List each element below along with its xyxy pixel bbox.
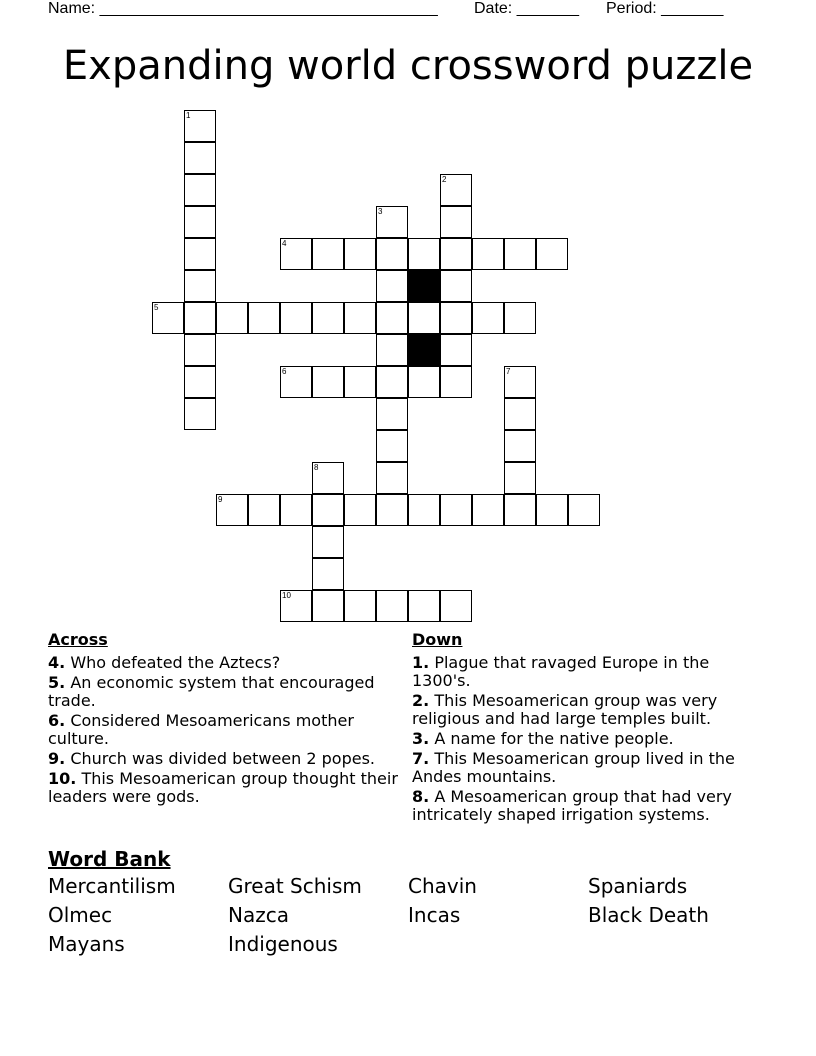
crossword-cell[interactable] (280, 302, 312, 334)
clue-across-9: 9. Church was divided between 2 popes. (48, 749, 375, 768)
clue-across-10: 10. This Mesoamerican group thought their leaders were gods. (48, 769, 398, 806)
cell-number: 2 (442, 175, 447, 184)
crossword-cell[interactable] (376, 366, 408, 398)
crossword-cell[interactable] (376, 494, 408, 526)
crossword-cell[interactable] (344, 590, 376, 622)
period-field[interactable]: Period: _______ (606, 0, 724, 17)
word-bank (48, 873, 768, 957)
clue-across-6: 6. Considered Mesoamericans mother culture. (48, 711, 354, 748)
down-clues (412, 630, 762, 826)
crossword-cell[interactable] (440, 334, 472, 366)
crossword-cell[interactable] (312, 494, 344, 526)
black-square (408, 270, 440, 302)
clue-across-5: 5. An economic system that encouraged trade. (48, 673, 375, 710)
crossword-cell[interactable] (504, 494, 536, 526)
crossword-cell[interactable] (440, 494, 472, 526)
crossword-cell[interactable] (184, 110, 216, 142)
crossword-cell[interactable] (408, 302, 440, 334)
name-field[interactable]: Name: ______________________________________ (48, 0, 438, 17)
word-bank-item: Chavin (408, 874, 477, 898)
cell-number: 5 (154, 303, 159, 312)
crossword-cell[interactable] (376, 270, 408, 302)
cell-number: 10 (282, 591, 291, 600)
crossword-cell[interactable] (216, 302, 248, 334)
word-bank-item: Great Schism (228, 874, 362, 898)
crossword-cell[interactable] (152, 302, 184, 334)
word-bank-item: Olmec (48, 903, 113, 927)
crossword-cell[interactable] (280, 238, 312, 270)
clue-across-4: 4. Who defeated the Aztecs? (48, 653, 281, 672)
crossword-cell[interactable] (440, 302, 472, 334)
crossword-cell[interactable] (184, 366, 216, 398)
crossword-cell[interactable] (280, 494, 312, 526)
clue-down-8: 8. A Mesoamerican group that had very intricately shaped irrigation systems. (412, 787, 732, 824)
word-bank-item: Mayans (48, 932, 125, 956)
cell-number: 9 (218, 495, 223, 504)
crossword-cell[interactable] (184, 302, 216, 334)
crossword-cell[interactable] (440, 270, 472, 302)
crossword-cell[interactable] (536, 238, 568, 270)
crossword-cell[interactable] (248, 302, 280, 334)
word-bank-item: Indigenous (228, 932, 338, 956)
crossword-cell[interactable] (440, 366, 472, 398)
crossword-cell[interactable] (184, 174, 216, 206)
crossword-cell[interactable] (312, 590, 344, 622)
crossword-cell[interactable] (344, 366, 376, 398)
across-heading: Across (48, 630, 108, 649)
crossword-cell[interactable] (312, 366, 344, 398)
crossword-cell[interactable] (504, 398, 536, 430)
crossword-cell[interactable] (344, 302, 376, 334)
crossword-cell[interactable] (184, 270, 216, 302)
crossword-cell[interactable] (472, 302, 504, 334)
crossword-cell[interactable] (312, 558, 344, 590)
crossword-cell[interactable] (440, 206, 472, 238)
crossword-cell[interactable] (376, 590, 408, 622)
word-bank-item: Mercantilism (48, 874, 176, 898)
crossword-cell[interactable] (440, 590, 472, 622)
cell-number: 7 (506, 367, 511, 376)
crossword-cell[interactable] (344, 494, 376, 526)
crossword-cell[interactable] (280, 590, 312, 622)
crossword-cell[interactable] (312, 462, 344, 494)
cell-number: 8 (314, 463, 319, 472)
crossword-cell[interactable] (216, 494, 248, 526)
crossword-cell[interactable] (312, 526, 344, 558)
crossword-cell[interactable] (376, 238, 408, 270)
clue-down-7: 7. This Mesoamerican group lived in the Andes mountains. (412, 749, 735, 786)
crossword-cell[interactable] (248, 494, 280, 526)
crossword-cell[interactable] (504, 462, 536, 494)
crossword-cell[interactable] (504, 430, 536, 462)
word-bank-item: Incas (408, 903, 461, 927)
crossword-cell[interactable] (376, 462, 408, 494)
crossword-cell[interactable] (184, 206, 216, 238)
crossword-cell[interactable] (376, 334, 408, 366)
word-bank-heading: Word Bank (48, 847, 171, 871)
clue-down-3: 3. A name for the native people. (412, 729, 674, 748)
crossword-cell[interactable] (184, 334, 216, 366)
crossword-cell[interactable] (184, 142, 216, 174)
crossword-cell[interactable] (568, 494, 600, 526)
crossword-cell[interactable] (472, 238, 504, 270)
page-title: Expanding world crossword puzzle (62, 43, 754, 89)
word-bank-item: Black Death (588, 903, 709, 927)
crossword-cell[interactable] (408, 590, 440, 622)
date-field[interactable]: Date: _______ (474, 0, 579, 17)
down-heading: Down (412, 630, 463, 649)
crossword-cell[interactable] (504, 238, 536, 270)
word-bank-item: Spaniards (588, 874, 688, 898)
cell-number: 4 (282, 239, 287, 248)
crossword-cell[interactable] (376, 398, 408, 430)
black-square (408, 334, 440, 366)
crossword-cell[interactable] (376, 206, 408, 238)
crossword-cell[interactable] (440, 238, 472, 270)
cell-number: 6 (282, 367, 287, 376)
crossword-cell[interactable] (472, 494, 504, 526)
cell-number: 3 (378, 207, 383, 216)
crossword-cell[interactable] (504, 366, 536, 398)
crossword-cell[interactable] (408, 238, 440, 270)
crossword-cell[interactable] (184, 398, 216, 430)
crossword-cell[interactable] (312, 238, 344, 270)
crossword-cell[interactable] (440, 174, 472, 206)
crossword-cell[interactable] (504, 302, 536, 334)
word-bank-item: Nazca (228, 903, 289, 927)
crossword-cell[interactable] (376, 430, 408, 462)
crossword-cell[interactable] (280, 366, 312, 398)
crossword-cell[interactable] (184, 238, 216, 270)
crossword-cell[interactable] (376, 302, 408, 334)
crossword-cell[interactable] (536, 494, 568, 526)
clue-down-1: 1. Plague that ravaged Europe in the 1300's. (412, 653, 710, 690)
crossword-cell[interactable] (408, 494, 440, 526)
crossword-cell[interactable] (312, 302, 344, 334)
cell-number: 1 (186, 111, 191, 120)
clue-down-2: 2. This Mesoamerican group was very religious and had large temples built. (412, 691, 718, 728)
crossword-cell[interactable] (344, 238, 376, 270)
crossword-cell[interactable] (408, 366, 440, 398)
across-clues (48, 630, 398, 808)
